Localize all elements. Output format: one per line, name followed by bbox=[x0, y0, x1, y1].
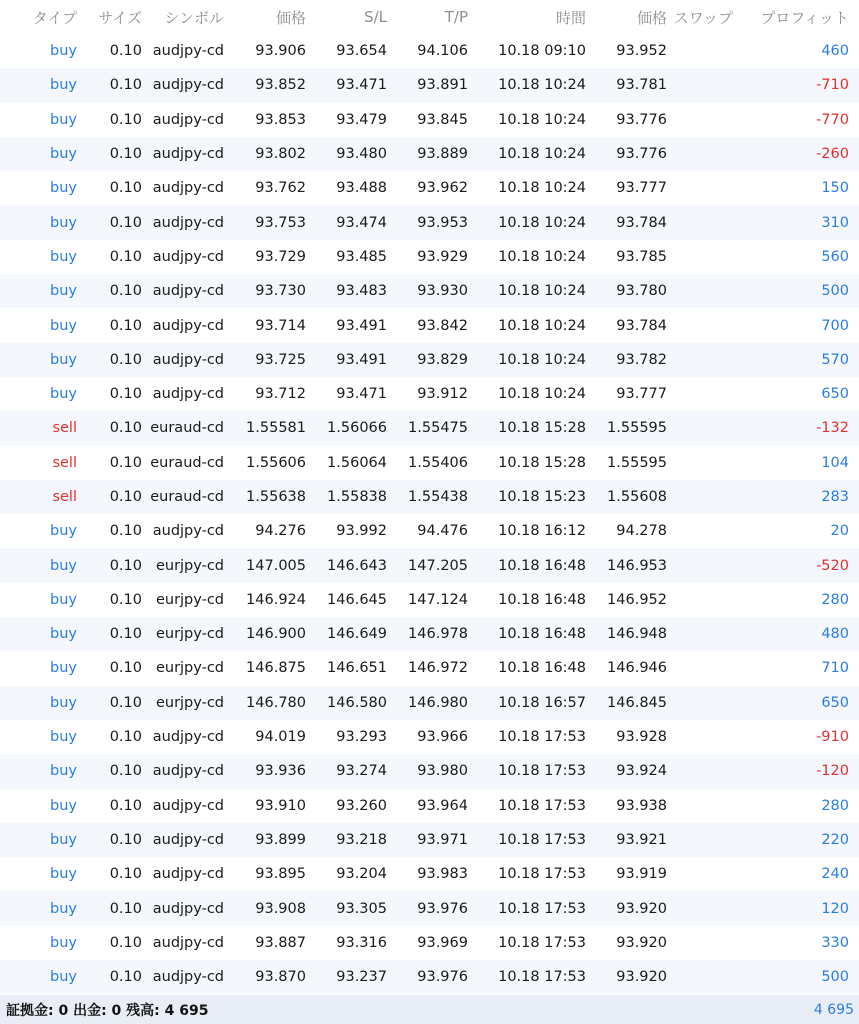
header-profit[interactable]: プロフィット bbox=[760, 8, 849, 27]
cell-take-profit: 146.972 bbox=[408, 660, 468, 677]
cell-current-price: 93.784 bbox=[616, 317, 667, 334]
cell-current-price: 93.777 bbox=[616, 180, 667, 197]
cell-type: buy bbox=[50, 180, 77, 197]
cell-profit: 460 bbox=[821, 43, 849, 60]
cell-time: 10.18 10:24 bbox=[498, 214, 586, 231]
cell-take-profit: 93.889 bbox=[417, 146, 468, 163]
cell-current-price: 1.55608 bbox=[607, 489, 667, 505]
header-take-profit[interactable]: T/P bbox=[444, 8, 468, 26]
cell-take-profit: 93.891 bbox=[417, 77, 468, 94]
account-summary: 証拠金: 0 出金: 0 残高: 4 695 bbox=[6, 1002, 209, 1019]
cell-current-price: 93.785 bbox=[616, 248, 667, 265]
position-row[interactable] bbox=[0, 411, 859, 445]
cell-current-price: 93.920 bbox=[616, 969, 667, 986]
cell-type: buy bbox=[50, 729, 77, 746]
cell-profit: 650 bbox=[821, 386, 849, 403]
cell-open-price: 93.910 bbox=[255, 797, 306, 814]
cell-type: buy bbox=[50, 523, 77, 540]
cell-profit: 20 bbox=[830, 523, 849, 540]
cell-type: buy bbox=[50, 283, 77, 300]
cell-type: buy bbox=[50, 317, 77, 334]
cell-type: buy bbox=[50, 866, 77, 883]
cell-profit: 560 bbox=[821, 248, 849, 265]
cell-take-profit: 93.912 bbox=[417, 386, 468, 403]
header-type[interactable]: タイプ bbox=[32, 8, 77, 27]
cell-size: 0.10 bbox=[109, 146, 142, 163]
cell-current-price: 93.938 bbox=[616, 797, 667, 814]
header-symbol[interactable]: シンボル bbox=[164, 8, 224, 27]
position-row[interactable] bbox=[0, 34, 859, 68]
cell-current-price: 146.946 bbox=[607, 660, 667, 677]
cell-symbol: audjpy-cd bbox=[152, 248, 224, 265]
cell-open-price: 146.875 bbox=[246, 660, 306, 677]
cell-time: 10.18 16:57 bbox=[498, 694, 586, 711]
cell-time: 10.18 16:48 bbox=[498, 591, 586, 608]
cell-profit: -132 bbox=[816, 420, 849, 437]
cell-time: 10.18 10:24 bbox=[498, 317, 586, 334]
cell-time: 10.18 17:53 bbox=[498, 900, 586, 917]
cell-current-price: 93.782 bbox=[616, 351, 667, 368]
cell-stop-loss: 146.649 bbox=[327, 626, 387, 643]
cell-time: 10.18 17:53 bbox=[498, 866, 586, 883]
cell-size: 0.10 bbox=[109, 626, 142, 643]
position-row[interactable] bbox=[0, 308, 859, 342]
account-summary-bar bbox=[0, 995, 859, 1024]
cell-type: buy bbox=[50, 797, 77, 814]
cell-take-profit: 93.964 bbox=[417, 797, 468, 814]
cell-take-profit: 94.106 bbox=[417, 43, 468, 60]
cell-open-price: 93.906 bbox=[255, 43, 306, 60]
cell-profit: 280 bbox=[821, 797, 849, 814]
cell-profit: -910 bbox=[816, 729, 849, 746]
cell-time: 10.18 10:24 bbox=[498, 146, 586, 163]
header-open-price[interactable]: 価格 bbox=[275, 8, 306, 27]
cell-current-price: 93.921 bbox=[616, 831, 667, 848]
cell-take-profit: 93.983 bbox=[417, 866, 468, 883]
cell-size: 0.10 bbox=[109, 283, 142, 300]
position-row[interactable] bbox=[0, 240, 859, 274]
header-size[interactable]: サイズ bbox=[98, 8, 142, 27]
position-row[interactable] bbox=[0, 617, 859, 651]
cell-profit: -120 bbox=[816, 763, 849, 780]
position-row[interactable] bbox=[0, 446, 859, 480]
cell-type: buy bbox=[50, 969, 77, 986]
cell-time: 10.18 17:53 bbox=[498, 934, 586, 951]
cell-open-price: 93.753 bbox=[255, 214, 306, 231]
cell-stop-loss: 93.480 bbox=[336, 146, 387, 163]
cell-open-price: 93.899 bbox=[255, 831, 306, 848]
cell-time: 10.18 10:24 bbox=[498, 386, 586, 403]
cell-stop-loss: 146.651 bbox=[327, 660, 387, 677]
cell-time: 10.18 17:53 bbox=[498, 797, 586, 814]
cell-size: 0.10 bbox=[109, 248, 142, 265]
cell-size: 0.10 bbox=[109, 180, 142, 197]
cell-size: 0.10 bbox=[109, 386, 142, 403]
total-profit: 4 695 bbox=[813, 1001, 854, 1018]
cell-symbol: audjpy-cd bbox=[152, 111, 224, 128]
position-row[interactable] bbox=[0, 651, 859, 685]
cell-symbol: audjpy-cd bbox=[152, 797, 224, 814]
cell-stop-loss: 93.488 bbox=[336, 180, 387, 197]
position-row[interactable] bbox=[0, 343, 859, 377]
cell-stop-loss: 93.204 bbox=[336, 866, 387, 883]
cell-stop-loss: 93.274 bbox=[336, 763, 387, 780]
cell-profit: -770 bbox=[816, 111, 849, 128]
cell-profit: 310 bbox=[821, 214, 849, 231]
cell-stop-loss: 93.491 bbox=[336, 317, 387, 334]
cell-symbol: audjpy-cd bbox=[152, 934, 224, 951]
cell-size: 0.10 bbox=[109, 969, 142, 986]
cell-stop-loss: 93.218 bbox=[336, 831, 387, 848]
cell-type: buy bbox=[50, 351, 77, 368]
cell-symbol: audjpy-cd bbox=[152, 900, 224, 917]
cell-current-price: 93.781 bbox=[616, 77, 667, 94]
cell-profit: 240 bbox=[821, 866, 849, 883]
position-row[interactable] bbox=[0, 754, 859, 788]
cell-symbol: audjpy-cd bbox=[152, 180, 224, 197]
cell-current-price: 93.919 bbox=[616, 866, 667, 883]
cell-time: 10.18 17:53 bbox=[498, 969, 586, 986]
cell-stop-loss: 146.580 bbox=[327, 694, 387, 711]
cell-current-price: 1.55595 bbox=[607, 420, 667, 437]
cell-size: 0.10 bbox=[109, 489, 142, 505]
cell-current-price: 146.953 bbox=[607, 557, 667, 574]
cell-current-price: 93.784 bbox=[616, 214, 667, 231]
cell-time: 10.18 16:12 bbox=[498, 523, 586, 540]
cell-symbol: audjpy-cd bbox=[152, 763, 224, 780]
cell-current-price: 94.278 bbox=[616, 523, 667, 540]
cell-take-profit: 94.476 bbox=[417, 523, 468, 540]
position-row[interactable] bbox=[0, 583, 859, 617]
cell-current-price: 146.948 bbox=[607, 626, 667, 643]
cell-profit: 280 bbox=[821, 591, 849, 608]
cell-time: 10.18 16:48 bbox=[498, 626, 586, 643]
cell-take-profit: 146.980 bbox=[408, 694, 468, 711]
cell-size: 0.10 bbox=[109, 900, 142, 917]
cell-symbol: eurjpy-cd bbox=[155, 660, 224, 677]
cell-time: 10.18 15:23 bbox=[498, 489, 586, 505]
cell-open-price: 1.55638 bbox=[246, 489, 306, 505]
cell-time: 10.18 17:53 bbox=[498, 729, 586, 746]
position-row[interactable] bbox=[0, 377, 859, 411]
cell-type: buy bbox=[50, 43, 77, 60]
position-row[interactable] bbox=[0, 686, 859, 720]
cell-open-price: 94.019 bbox=[255, 729, 306, 746]
cell-open-price: 93.908 bbox=[255, 900, 306, 917]
position-row[interactable] bbox=[0, 274, 859, 308]
cell-stop-loss: 93.474 bbox=[336, 214, 387, 231]
cell-size: 0.10 bbox=[109, 351, 142, 368]
cell-stop-loss: 93.485 bbox=[336, 248, 387, 265]
cell-profit: 570 bbox=[821, 351, 849, 368]
cell-time: 10.18 10:24 bbox=[498, 351, 586, 368]
cell-profit: 480 bbox=[821, 626, 849, 643]
cell-current-price: 93.928 bbox=[616, 729, 667, 746]
cell-type: buy bbox=[50, 694, 77, 711]
cell-type: buy bbox=[50, 214, 77, 231]
cell-open-price: 93.730 bbox=[255, 283, 306, 300]
cell-stop-loss: 146.643 bbox=[327, 557, 387, 574]
cell-stop-loss: 93.483 bbox=[336, 283, 387, 300]
position-row[interactable] bbox=[0, 171, 859, 205]
cell-size: 0.10 bbox=[109, 660, 142, 677]
cell-stop-loss: 93.471 bbox=[336, 386, 387, 403]
cell-take-profit: 93.966 bbox=[417, 729, 468, 746]
cell-stop-loss: 93.293 bbox=[336, 729, 387, 746]
cell-open-price: 93.729 bbox=[255, 248, 306, 265]
position-row[interactable] bbox=[0, 960, 859, 994]
cell-type: sell bbox=[52, 489, 77, 505]
cell-symbol: euraud-cd bbox=[150, 489, 224, 505]
cell-stop-loss: 1.55838 bbox=[327, 489, 387, 505]
cell-time: 10.18 15:28 bbox=[498, 420, 586, 437]
cell-size: 0.10 bbox=[109, 523, 142, 540]
cell-symbol: audjpy-cd bbox=[152, 386, 224, 403]
cell-take-profit: 93.976 bbox=[417, 969, 468, 986]
cell-time: 10.18 10:24 bbox=[498, 180, 586, 197]
cell-size: 0.10 bbox=[109, 317, 142, 334]
cell-type: buy bbox=[50, 248, 77, 265]
cell-current-price: 146.845 bbox=[607, 694, 667, 711]
cell-type: buy bbox=[50, 591, 77, 608]
cell-type: buy bbox=[50, 146, 77, 163]
position-row[interactable] bbox=[0, 68, 859, 102]
cell-stop-loss: 1.56066 bbox=[327, 420, 387, 437]
cell-profit: 120 bbox=[821, 900, 849, 917]
cell-current-price: 93.924 bbox=[616, 763, 667, 780]
cell-type: sell bbox=[52, 420, 77, 437]
cell-stop-loss: 93.305 bbox=[336, 900, 387, 917]
cell-size: 0.10 bbox=[109, 866, 142, 883]
cell-time: 10.18 10:24 bbox=[498, 283, 586, 300]
cell-current-price: 93.776 bbox=[616, 111, 667, 128]
cell-type: buy bbox=[50, 660, 77, 677]
cell-size: 0.10 bbox=[109, 797, 142, 814]
position-row[interactable] bbox=[0, 720, 859, 754]
cell-stop-loss: 93.471 bbox=[336, 77, 387, 94]
cell-symbol: audjpy-cd bbox=[152, 866, 224, 883]
cell-symbol: eurjpy-cd bbox=[155, 591, 224, 608]
cell-take-profit: 1.55406 bbox=[408, 454, 468, 471]
cell-profit: -710 bbox=[816, 77, 849, 94]
cell-stop-loss: 93.237 bbox=[336, 969, 387, 986]
cell-size: 0.10 bbox=[109, 694, 142, 711]
cell-open-price: 146.900 bbox=[246, 626, 306, 643]
cell-current-price: 93.777 bbox=[616, 386, 667, 403]
cell-take-profit: 93.829 bbox=[417, 351, 468, 368]
cell-take-profit: 147.124 bbox=[408, 591, 468, 608]
cell-open-price: 93.936 bbox=[255, 763, 306, 780]
cell-symbol: audjpy-cd bbox=[152, 77, 224, 94]
cell-size: 0.10 bbox=[109, 831, 142, 848]
cell-type: buy bbox=[50, 557, 77, 574]
cell-open-price: 93.802 bbox=[255, 146, 306, 163]
cell-symbol: audjpy-cd bbox=[152, 969, 224, 986]
cell-take-profit: 1.55438 bbox=[408, 489, 468, 505]
cell-type: buy bbox=[50, 831, 77, 848]
cell-current-price: 93.920 bbox=[616, 900, 667, 917]
cell-symbol: audjpy-cd bbox=[152, 523, 224, 540]
cell-profit: -520 bbox=[816, 557, 849, 574]
cell-type: buy bbox=[50, 386, 77, 403]
cell-take-profit: 93.953 bbox=[417, 214, 468, 231]
table-header bbox=[0, 0, 859, 34]
cell-time: 10.18 10:24 bbox=[498, 77, 586, 94]
cell-type: buy bbox=[50, 111, 77, 128]
cell-stop-loss: 93.992 bbox=[336, 523, 387, 540]
cell-take-profit: 93.929 bbox=[417, 248, 468, 265]
header-current-price[interactable]: 価格 bbox=[636, 8, 667, 27]
position-row[interactable] bbox=[0, 823, 859, 857]
cell-symbol: euraud-cd bbox=[150, 420, 224, 437]
header-stop-loss[interactable]: S/L bbox=[364, 8, 387, 26]
header-time[interactable]: 時間 bbox=[555, 8, 586, 27]
cell-time: 10.18 15:28 bbox=[498, 454, 586, 471]
cell-stop-loss: 93.491 bbox=[336, 351, 387, 368]
cell-current-price: 93.920 bbox=[616, 934, 667, 951]
cell-open-price: 146.780 bbox=[246, 694, 306, 711]
cell-take-profit: 93.976 bbox=[417, 900, 468, 917]
cell-take-profit: 93.980 bbox=[417, 763, 468, 780]
cell-size: 0.10 bbox=[109, 43, 142, 60]
position-row[interactable] bbox=[0, 857, 859, 891]
cell-type: sell bbox=[52, 454, 77, 471]
cell-profit: 330 bbox=[821, 934, 849, 951]
cell-profit: 500 bbox=[821, 283, 849, 300]
position-row[interactable] bbox=[0, 789, 859, 823]
cell-time: 10.18 16:48 bbox=[498, 557, 586, 574]
position-row[interactable] bbox=[0, 103, 859, 137]
cell-symbol: audjpy-cd bbox=[152, 729, 224, 746]
cell-profit: -260 bbox=[816, 146, 849, 163]
cell-time: 10.18 16:48 bbox=[498, 660, 586, 677]
cell-open-price: 93.887 bbox=[255, 934, 306, 951]
cell-open-price: 93.852 bbox=[255, 77, 306, 94]
cell-symbol: audjpy-cd bbox=[152, 351, 224, 368]
cell-stop-loss: 1.56064 bbox=[327, 454, 387, 471]
cell-size: 0.10 bbox=[109, 557, 142, 574]
cell-profit: 710 bbox=[821, 660, 849, 677]
cell-open-price: 93.714 bbox=[255, 317, 306, 334]
cell-open-price: 93.762 bbox=[255, 180, 306, 197]
cell-type: buy bbox=[50, 900, 77, 917]
cell-size: 0.10 bbox=[109, 763, 142, 780]
cell-open-price: 93.712 bbox=[255, 386, 306, 403]
cell-open-price: 146.924 bbox=[246, 591, 306, 608]
position-row[interactable] bbox=[0, 548, 859, 582]
cell-open-price: 1.55581 bbox=[246, 420, 306, 437]
cell-size: 0.10 bbox=[109, 420, 142, 437]
cell-size: 0.10 bbox=[109, 454, 142, 471]
cell-take-profit: 93.842 bbox=[417, 317, 468, 334]
cell-current-price: 93.780 bbox=[616, 283, 667, 300]
cell-stop-loss: 146.645 bbox=[327, 591, 387, 608]
cell-profit: 650 bbox=[821, 694, 849, 711]
cell-symbol: audjpy-cd bbox=[152, 214, 224, 231]
cell-type: buy bbox=[50, 626, 77, 643]
cell-time: 10.18 17:53 bbox=[498, 831, 586, 848]
cell-symbol: audjpy-cd bbox=[152, 43, 224, 60]
cell-time: 10.18 09:10 bbox=[498, 43, 586, 60]
cell-symbol: audjpy-cd bbox=[152, 831, 224, 848]
cell-time: 10.18 17:53 bbox=[498, 763, 586, 780]
cell-stop-loss: 93.316 bbox=[336, 934, 387, 951]
cell-open-price: 94.276 bbox=[255, 523, 306, 540]
positions-list bbox=[0, 34, 859, 994]
cell-time: 10.18 10:24 bbox=[498, 248, 586, 265]
cell-symbol: eurjpy-cd bbox=[155, 694, 224, 711]
position-row[interactable] bbox=[0, 926, 859, 960]
cell-size: 0.10 bbox=[109, 934, 142, 951]
cell-size: 0.10 bbox=[109, 591, 142, 608]
cell-open-price: 93.725 bbox=[255, 351, 306, 368]
cell-size: 0.10 bbox=[109, 77, 142, 94]
cell-symbol: audjpy-cd bbox=[152, 146, 224, 163]
cell-take-profit: 1.55475 bbox=[408, 420, 468, 437]
cell-profit: 700 bbox=[821, 317, 849, 334]
cell-profit: 283 bbox=[821, 489, 849, 505]
cell-open-price: 93.895 bbox=[255, 866, 306, 883]
cell-symbol: eurjpy-cd bbox=[155, 557, 224, 574]
cell-take-profit: 146.978 bbox=[408, 626, 468, 643]
cell-time: 10.18 10:24 bbox=[498, 111, 586, 128]
cell-stop-loss: 93.654 bbox=[336, 43, 387, 60]
cell-symbol: audjpy-cd bbox=[152, 317, 224, 334]
cell-symbol: audjpy-cd bbox=[152, 283, 224, 300]
cell-take-profit: 93.962 bbox=[417, 180, 468, 197]
position-row[interactable] bbox=[0, 514, 859, 548]
cell-profit: 150 bbox=[821, 180, 849, 197]
cell-profit: 220 bbox=[821, 831, 849, 848]
cell-take-profit: 93.845 bbox=[417, 111, 468, 128]
cell-type: buy bbox=[50, 934, 77, 951]
position-row[interactable] bbox=[0, 480, 859, 514]
cell-stop-loss: 93.260 bbox=[336, 797, 387, 814]
cell-stop-loss: 93.479 bbox=[336, 111, 387, 128]
cell-take-profit: 93.930 bbox=[417, 283, 468, 300]
cell-take-profit: 147.205 bbox=[408, 557, 468, 574]
cell-open-price: 147.005 bbox=[246, 557, 306, 574]
cell-open-price: 1.55606 bbox=[246, 454, 306, 471]
cell-take-profit: 93.969 bbox=[417, 934, 468, 951]
cell-type: buy bbox=[50, 763, 77, 780]
cell-profit: 104 bbox=[821, 454, 849, 471]
position-row[interactable] bbox=[0, 205, 859, 239]
header-swap[interactable]: スワップ bbox=[673, 8, 733, 27]
cell-size: 0.10 bbox=[109, 729, 142, 746]
cell-open-price: 93.870 bbox=[255, 969, 306, 986]
cell-symbol: eurjpy-cd bbox=[155, 626, 224, 643]
cell-current-price: 146.952 bbox=[607, 591, 667, 608]
cell-current-price: 1.55595 bbox=[607, 454, 667, 471]
cell-size: 0.10 bbox=[109, 214, 142, 231]
cell-current-price: 93.776 bbox=[616, 146, 667, 163]
cell-type: buy bbox=[50, 77, 77, 94]
cell-symbol: euraud-cd bbox=[150, 454, 224, 471]
cell-profit: 500 bbox=[821, 969, 849, 986]
cell-take-profit: 93.971 bbox=[417, 831, 468, 848]
position-row[interactable] bbox=[0, 137, 859, 171]
cell-open-price: 93.853 bbox=[255, 111, 306, 128]
cell-current-price: 93.952 bbox=[616, 43, 667, 60]
position-row[interactable] bbox=[0, 891, 859, 925]
cell-size: 0.10 bbox=[109, 111, 142, 128]
